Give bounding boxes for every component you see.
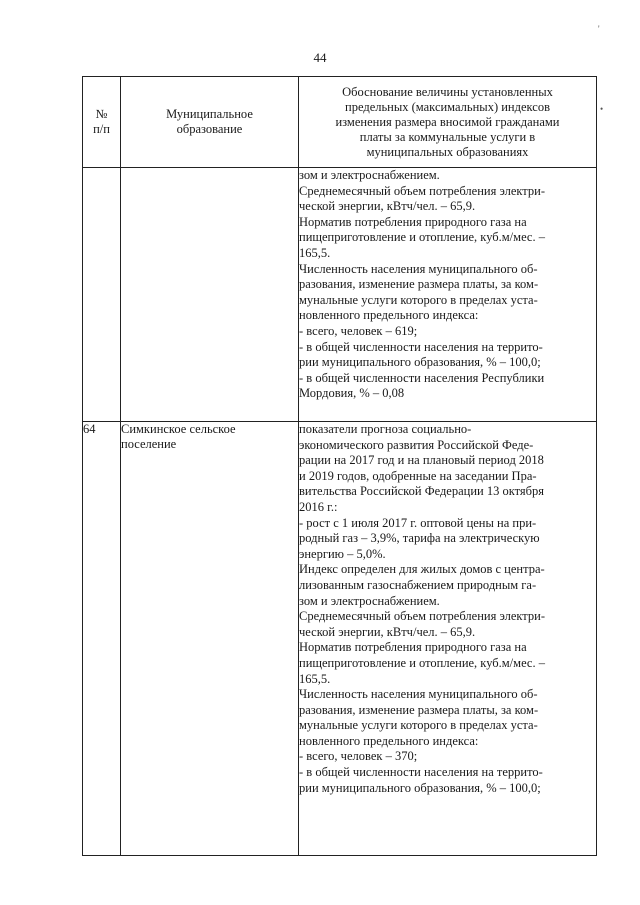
justification-line: - всего, человек – 370;: [299, 749, 418, 764]
justification-line: вительства Российской Федерации 13 октября: [299, 484, 545, 499]
justification-line: 165,5.: [299, 245, 331, 260]
justification-line: Индекс определен для жилых домов с центра-: [299, 562, 545, 577]
justification-line: рии муниципального образования, % – 100,0;: [299, 780, 541, 795]
justification-line: рии муниципального образования, % – 100,0;: [299, 355, 541, 370]
header-justification: [299, 77, 597, 168]
justification-line: экономического развития Российской Феде-: [299, 437, 534, 452]
justification-line: разования, изменение размера платы, за ком-: [299, 702, 539, 717]
justification-line: разования, изменение размера платы, за ком-: [299, 277, 539, 292]
justification-line: Численность населения муниципального об-: [299, 261, 538, 276]
justification-line: 2016 г.:: [299, 499, 338, 514]
row-municipality: [121, 422, 299, 856]
justification-line: Среднемесячный объем потребления электри-: [299, 183, 545, 198]
table-header-row: [83, 77, 597, 168]
header-num: [83, 77, 121, 168]
header-justification-line: платы за коммунальные услуги в: [359, 129, 536, 144]
header-num-line: №: [95, 107, 108, 121]
justification-line: - всего, человек – 619;: [299, 323, 418, 338]
justification-line: и 2019 годов, одобренные на заседании Пра-: [299, 468, 537, 483]
justification-line: мунальные услуги которого в пределах уста-: [299, 718, 538, 733]
header-justification-line: изменения размера вносимой гражданами: [335, 114, 560, 129]
municipality-line: Симкинское сельское: [121, 422, 236, 436]
justification-line: новленного предельного индекса:: [299, 308, 479, 323]
justification-line: рации на 2017 год и на плановый период 2018: [299, 453, 544, 468]
justification-line: зом и электроснабжением.: [299, 593, 440, 608]
justification-line: лизованным газоснабжением природным га-: [299, 577, 537, 592]
justification-line: - рост с 1 июля 2017 г. оптовой цены на при-: [299, 515, 537, 530]
header-municipality-line: образование: [176, 122, 243, 136]
header-municipality: [121, 77, 299, 168]
justification-line: Среднемесячный объем потребления электри-: [299, 609, 545, 624]
justification-line: родный газ – 3,9%, тарифа на электрическую: [299, 531, 540, 546]
row-justification: [299, 168, 597, 422]
justification-line: - в общей численности населения Республики: [299, 370, 545, 385]
justification-line: новленного предельного индекса:: [299, 733, 479, 748]
municipality-line: поселение: [121, 437, 177, 451]
justification-line: ческой энергии, кВтч/чел. – 65,9.: [299, 624, 476, 639]
justification-line: 165,5.: [299, 671, 331, 686]
justification-line: пищеприготовление и отопление, куб.м/мес. –: [299, 230, 545, 245]
header-justification-line: предельных (максимальных) индексов: [345, 99, 550, 114]
justification-line: Норматив потребления природного газа на: [299, 214, 527, 229]
header-justification-line: муниципальных образованиях: [366, 144, 529, 159]
justification-line: Мордовия, % – 0,08: [299, 386, 405, 401]
justification-line: энергию – 5,0%.: [299, 546, 386, 561]
justification-line: - в общей численности населения на террито-: [299, 339, 543, 354]
header-num-line: п/п: [93, 122, 110, 136]
justification-line: пищеприготовление и отопление, куб.м/мес. –: [299, 655, 545, 670]
table-row: [83, 168, 597, 422]
header-municipality-line: Муниципальное: [166, 107, 253, 121]
justification-table: [82, 76, 597, 856]
justification-line: ческой энергии, кВтч/чел. – 65,9.: [299, 199, 476, 214]
row-number: [83, 168, 121, 422]
justification-line: - в общей численности населения на террито-: [299, 765, 543, 780]
justification-line: Норматив потребления природного газа на: [299, 640, 527, 655]
scan-speck: ': [598, 24, 600, 34]
justification-line: зом и электроснабжением.: [299, 168, 440, 182]
row-municipality: [121, 168, 299, 422]
justification-line: показатели прогноза социально-: [299, 422, 472, 436]
header-justification-line: Обоснование величины установленных: [342, 84, 553, 99]
justification-line: Численность населения муниципального об-: [299, 687, 538, 702]
row-justification: [299, 422, 597, 856]
justification-line: мунальные услуги которого в пределах уста-: [299, 292, 538, 307]
page-number: 44: [313, 50, 327, 65]
table-row: [83, 422, 597, 856]
scan-speck: •: [600, 104, 604, 114]
row-number: 64: [83, 422, 121, 856]
